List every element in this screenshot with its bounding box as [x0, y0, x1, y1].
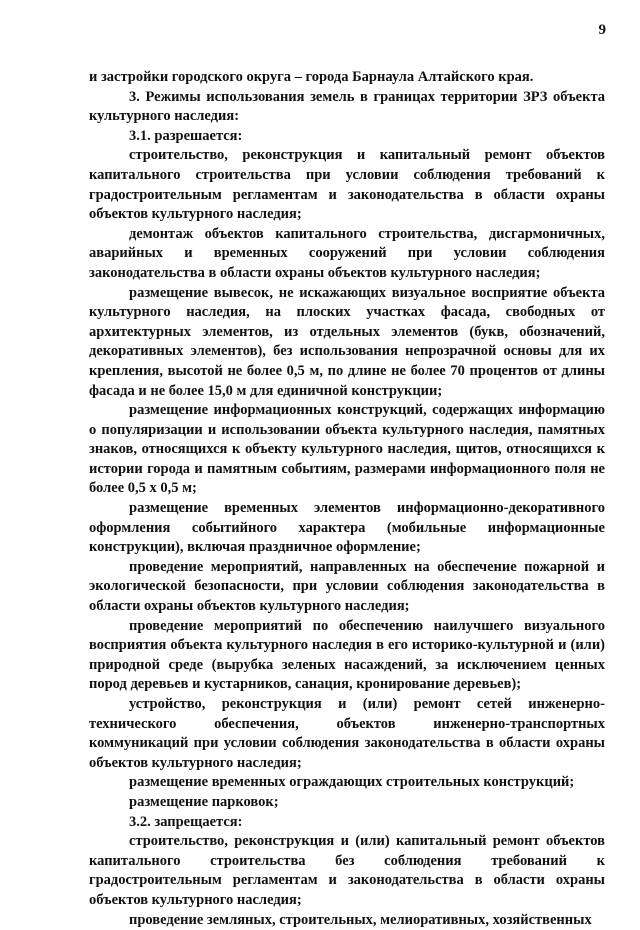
paragraph-section-3-heading: 3. Режимы использования земель в границах территории ЗРЗ объекта культурного наследия:	[89, 88, 605, 125]
paragraph-permitted-info-structures: размещение информационных конструкций, содержащих информацию о популяризации и использовании объекта культурного наследия, памятных знаков, относящихся к объекту культурного наследия, щитов, относящихся к истории города и памятным событиям, размерами информационного поля не более 0,5 х 0,5 м;	[89, 402, 605, 497]
paragraph-prohibited-earthworks: проведение земляных, строительных, мелиоративных, хозяйственных	[129, 911, 592, 928]
paragraph-permitted-heading: 3.1. разрешается:	[129, 127, 243, 144]
page-number: 9	[598, 22, 606, 38]
paragraph-continuation: и застройки городского округа – города Барнаула Алтайского края.	[89, 69, 534, 85]
paragraph-permitted-engineering-networks: устройство, реконструкция и (или) ремонт сетей инженерно-технического обеспечения, объектов инженерно-транспортных коммуникаций при условии соблюдения законодательства в области охраны объектов культурного наследия;	[89, 696, 605, 771]
paragraph-prohibited-heading: 3.2. запрещается:	[129, 813, 243, 830]
paragraph-permitted-demolition: демонтаж объектов капитального строительства, дисгармоничных, аварийных и временных сооружений при условии соблюдения законодательства в области охраны объектов культурного наследия;	[89, 225, 605, 281]
paragraph-prohibited-construction: строительство, реконструкция и (или) капитальный ремонт объектов капитального строительства без соблюдения требований к градостроительным регламентам и законодательства в области охраны объектов культурного наследия;	[89, 833, 605, 908]
paragraph-permitted-visual-perception: проведение мероприятий по обеспечению наилучшего визуального восприятия объекта культурного наследия в его историко-культурной и (или) природной среде (вырубка зеленых насаждений, за исключением ценных пород деревьев и кустарников, санация, кронирование деревьев);	[89, 617, 605, 693]
paragraph-permitted-parking: размещение парковок;	[129, 793, 279, 810]
paragraph-permitted-safety-measures: проведение мероприятий, направленных на обеспечение пожарной и экологической безопасности, при условии соблюдения законодательства в области охраны объектов культурного наследия;	[89, 558, 605, 615]
paragraph-permitted-construction: строительство, реконструкция и капитальный ремонт объектов капитального строительства при условии соблюдения требований к градостроительным регламентам и законодательства в области охраны объектов культурного наследия;	[89, 147, 605, 223]
paragraph-permitted-temporary-fences: размещение временных ограждающих строительных конструкций;	[129, 774, 575, 791]
paragraph-permitted-temporary-decor: размещение временных элементов информационно-декоративного оформления событийного характера (мобильные информационные конструкции), включая праздничное оформление;	[89, 500, 605, 556]
paragraph-permitted-signs: размещение вывесок, не искажающих визуальное восприятие объекта культурного наследия, на плоских участках фасада, свободных от архитектурных элементов, из отдельных элементов (букв, обозначений, декоративных элементов), без использования непрозрачной основы для их крепления, высотой не более 0,5 м, по длине не более 70 процентов от длины фасада и не более 15,0 м для единичной конструкции;	[89, 284, 605, 399]
document-body	[89, 68, 605, 930]
